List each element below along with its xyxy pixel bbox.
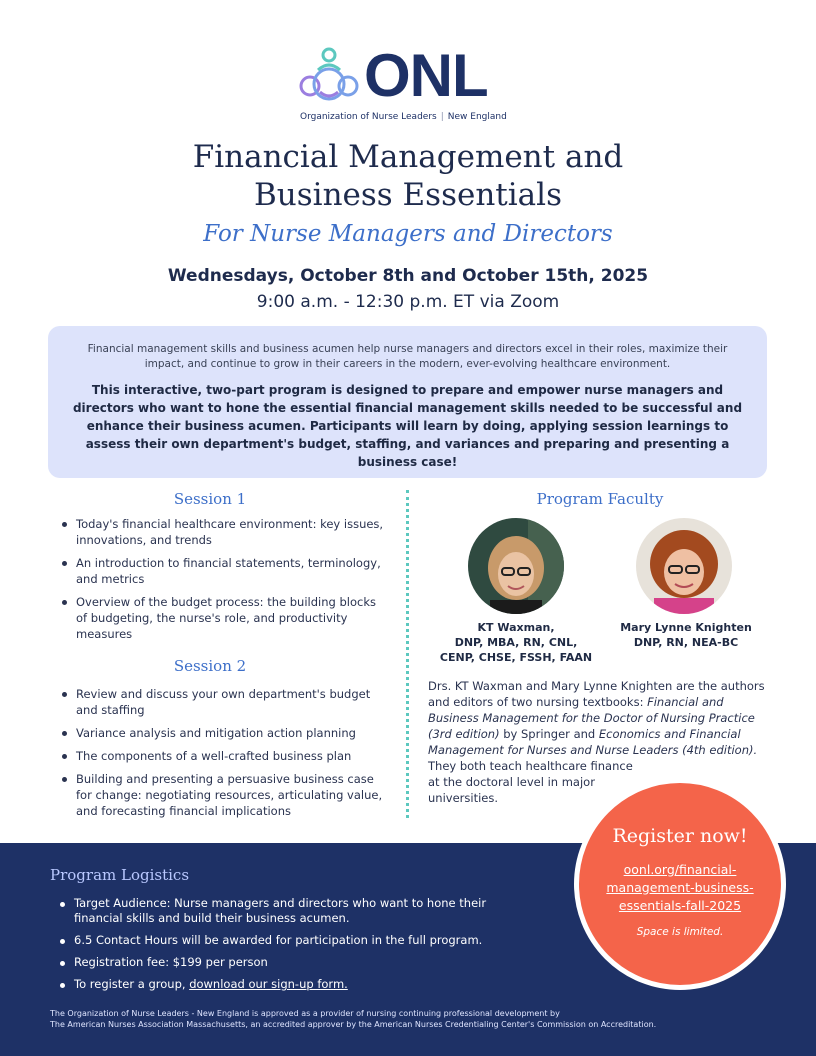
space-limited-note: Space is limited.: [636, 926, 724, 938]
register-badge: [574, 778, 786, 990]
session-1-list: [58, 516, 390, 649]
faculty-photo-waxman: [468, 518, 564, 614]
list-item: Building and presenting a persuasive business case for change: negotiating resources, articulating value, and forecasting financial implications: [58, 771, 390, 819]
register-link[interactable]: oonl.org/financial- management-business- essentials-fall-2025: [606, 862, 754, 913]
page-title: Financial Management and Business Essentials: [192, 139, 624, 213]
list-item: To register a group, download our sign-up form.: [58, 977, 498, 992]
column-divider: [406, 490, 409, 818]
faculty-heading: Program Faculty: [536, 490, 664, 508]
list-item: Overview of the budget process: the building blocks of budgeting, the nurse's role, and productivity measures: [58, 594, 390, 642]
nurse-circles-logo-icon: [298, 46, 360, 104]
list-item: The components of a well-crafted business plan: [58, 748, 390, 764]
list-item: Variance analysis and mitigation action planning: [58, 725, 390, 741]
faculty-bio: Drs. KT Waxman and Mary Lynne Knighten are the authors and editors of two nursing textbooks: Financial and Business Management for the Doctor of Nursing Practice (3rd edition) by Springer and Economics and Financial Management for Nurses and Nurse Leaders (4th edition). They both teach healthcare finance at the doctoral level in major universities.: [428, 679, 765, 805]
logo-wordmark: ONL: [364, 42, 488, 109]
logistics-heading: Program Logistics: [50, 866, 190, 884]
signup-form-link[interactable]: download our sign-up form.: [189, 977, 348, 991]
intro-box: [48, 326, 767, 478]
list-item: Registration fee: $199 per person: [58, 955, 498, 970]
page-subtitle: For Nurse Managers and Directors: [203, 221, 613, 247]
faculty-name-knighten: Mary Lynne Knighten DNP, RN, NEA-BC: [620, 621, 752, 649]
list-item: 6.5 Contact Hours will be awarded for participation in the full program.: [58, 933, 498, 948]
session-2-list: [58, 686, 390, 826]
list-item: Today's financial healthcare environment: key issues, innovations, and trends: [58, 516, 390, 548]
event-time: 9:00 a.m. - 12:30 p.m. ET via Zoom: [256, 292, 560, 312]
event-date: Wednesdays, October 8th and October 15th, 2025: [167, 266, 649, 286]
intro-highlight: This interactive, two-part program is designed to prepare and empower nurse managers and directors who want to hone the essential financial management skills needed to be successful and enhance their business acumen. Participants will learn by doing, applying session learnings to assess their own department's budget, staffing, and variances and preparing and presenting a business case!: [72, 383, 743, 469]
list-item: Review and discuss your own department's budget and staffing: [58, 686, 390, 718]
list-item: Target Audience: Nurse managers and directors who want to hone their financial skills and build their business acumen.: [58, 896, 498, 926]
session-2-heading: Session 2: [173, 657, 247, 675]
session-1-heading: Session 1: [173, 490, 247, 508]
list-item: An introduction to financial statements, terminology, and metrics: [58, 555, 390, 587]
accreditation-note: The Organization of Nurse Leaders - New England is approved as a provider of nursing continuing professional development by The American Nurses Association Massachusetts, an accredited approver by the American Nurses Credentialing Center's Commission on Accreditation.: [50, 1009, 657, 1029]
onl-logo: [298, 42, 522, 126]
register-heading: Register now!: [612, 825, 748, 847]
logistics-list: [58, 896, 498, 999]
logo-subtitle: Organization of Nurse Leaders | New England: [300, 112, 507, 122]
faculty-name-waxman: KT Waxman, DNP, MBA, RN, CNL, CENP, CHSE, FSSH, FAAN: [439, 621, 593, 664]
intro-text: Financial management skills and business acumen help nurse managers and directors excel in their roles, maximize their impact, and continue to grow in their careers in the modern, ever-evolving healthcare environment.: [87, 343, 728, 370]
faculty-photo-knighten: [636, 518, 732, 614]
